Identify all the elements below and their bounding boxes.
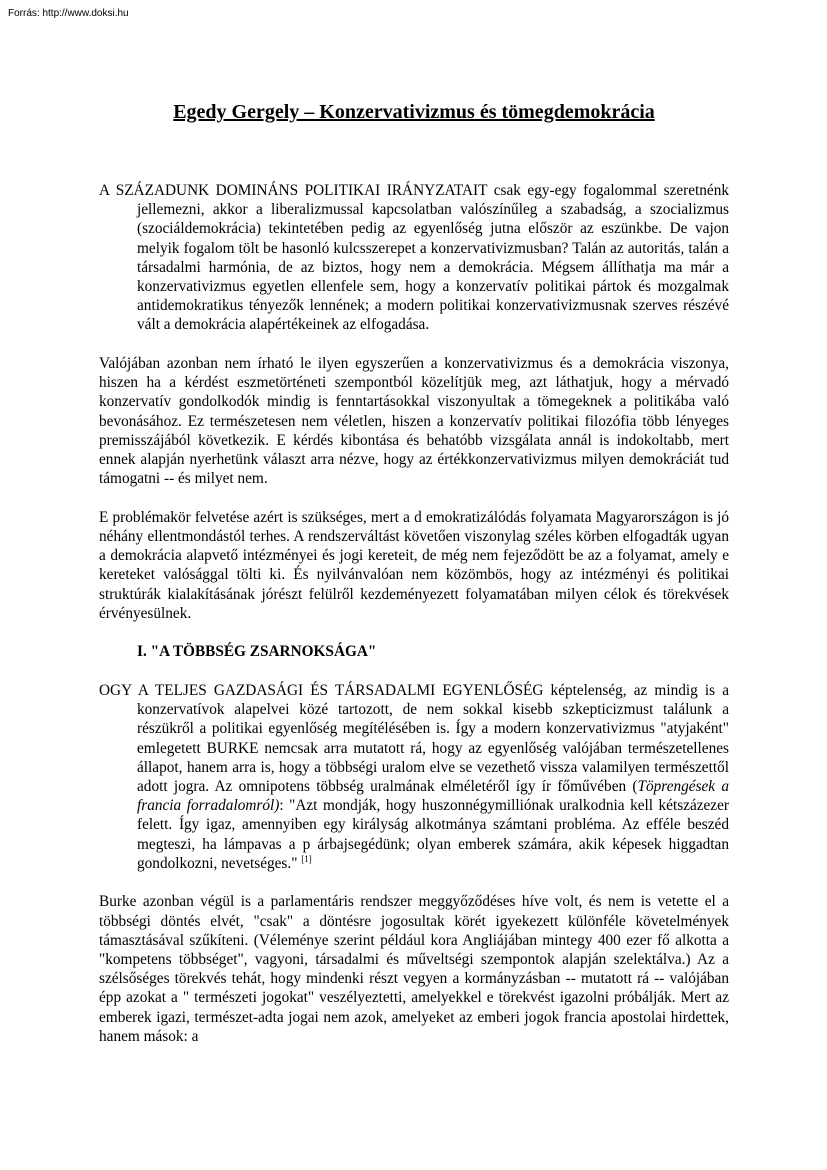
paragraph-4-text-b: : "Azt mondják, hogy huszonnégymilliónak uralkodnia kell kétszázezer felett. Így igaz, amennyiben egy királyság alkotmánya számtani probléma. Az efféle beszéd megteszi, ha lámpavas a p árbajsegédünk; olyan emberek számára, akik képesek higgadtan gondolkozni, nevetséges." bbox=[137, 797, 729, 872]
paragraph-4-book-title: Töprengések a francia forradalomról) bbox=[137, 778, 729, 815]
section-heading: I. "A TÖBBSÉG ZSARNOKSÁGA" bbox=[137, 643, 377, 661]
footnote-ref[interactable]: [1] bbox=[301, 853, 312, 864]
document-body bbox=[99, 181, 729, 1065]
document-title: Egedy Gergely – Konzervativizmus és tömegdemokrácia bbox=[173, 101, 655, 123]
source-label: Forrás: http://www.doksi.hu bbox=[8, 8, 129, 19]
paragraph-2: Valójában azonban nem írható le ilyen egyszerűen a konzervativizmus és a demokrácia viszonya, hiszen ha a kérdést eszmetörténeti szempontból közelítjük meg, azt láthatjuk, hogy a mérvadó konzervatív gondolkodók mindig is fenntartásokkal viszonyultak a tömegeknek a politikába való bevonásához. Ez természetesen nem véletlen, hiszen a konzervatív politikai filozófia több lényeges premisszájából következik. E kérdés kibontása és behatóbb vizsgálata annál is indokoltabb, mert ennek alapján nyerhetünk választ arra nézve, hogy az értékkonzervativizmus milyen demokráciát tud támogatni -- és milyet nem. bbox=[99, 355, 729, 488]
paragraph-3: E problémakör felvetése azért is szükséges, mert a d emokratizálódás folyamata Magyarországon is jó néhány ellentmondástól terhes. A rendszerváltást követően viszonylag széles körben elfogadták ugyan a demokrácia alapvető intézményei és jogi kereteit, de még nem fejeződött be az a folyamat, amely e kereteket valósággal tölti ki. És nyilvánvalóan nem közömbös, hogy az intézményi és politikai struktúrák kialakításának jórészt felülről kezdeményezett folyamatában milyen célok és törekvések érvényesülnek. bbox=[99, 508, 729, 622]
paragraph-4 bbox=[99, 681, 729, 873]
paragraph-5: Burke azonban végül is a parlamentáris rendszer meggyőződéses híve volt, és nem is vetette el a többségi döntés elvét, "csak" a döntésre jogosultak körét igyekezett különféle követelmények támasztásával szűkíteni. (Véleménye szerint például kora Angliájában mintegy 400 ezer fő alkotta a "kompetens többséget", vagyoni, társadalmi és műveltségi szempontok alapján szelektálva.) Az a szélsőséges törekvés tehát, hogy mindenki részt vegyen a kormányzásban -- mutatott rá -- valójában épp azokat a " természeti jogokat" veszélyeztetti, amelyekkel e törekvést igazolni próbálják. Mert az emberek igazi, természet-adta jogai nem azok, amelyeket az emberi jogok francia apostolai hirdettek, hanem mások: a bbox=[99, 893, 729, 1045]
paragraph-4-text-a: OGY A TELJES GAZDASÁGI ÉS TÁRSADALMI EGYENLŐSÉG képtelenség, az mindig is a konzervatívok alapelvei közé tartozott, de nem sokkal kisebb szkepticizmust találunk a részükről a politikai egyenlőség megítélésében is. Így a modern konzervativizmus "atyjaként" emlegetett BURKE nemcsak arra mutatott rá, hogy az egyenlőség valójában természetellenes állapot, hanem arra is, hogy a többségi uralom elve se vezethető vissza valamilyen természettől adott jogra. Az omnipotens többség uralmának elméletéről így ír főművében ( bbox=[99, 682, 729, 796]
paragraph-intro: A SZÁZADUNK DOMINÁNS POLITIKAI IRÁNYZATAIT csak egy-egy fogalommal szeretnénk jellemezni, akkor a liberalizmussal kapcsolatban valószínűleg a szabadság, a szocializmus (szociáldemokrácia) tekintetében pedig az egyenlőség jutna először az eszünkbe. De vajon melyik fogalom tölt be hasonló kulcsszerepet a konzervativizmusban? Talán az autoritás, talán a társadalmi harmónia, de az biztos, hogy nem a demokrácia. Mégsem állíthatja ma már a konzervativizmus egyetlen ellenfele sem, hogy a konzervatív politikai pártok és mozgalmak antidemokratikus tényezők lennének; a modern politikai konzervativizmusnak szerves részévé vált a demokrácia alapértékeinek az elfogadása. bbox=[99, 182, 729, 334]
